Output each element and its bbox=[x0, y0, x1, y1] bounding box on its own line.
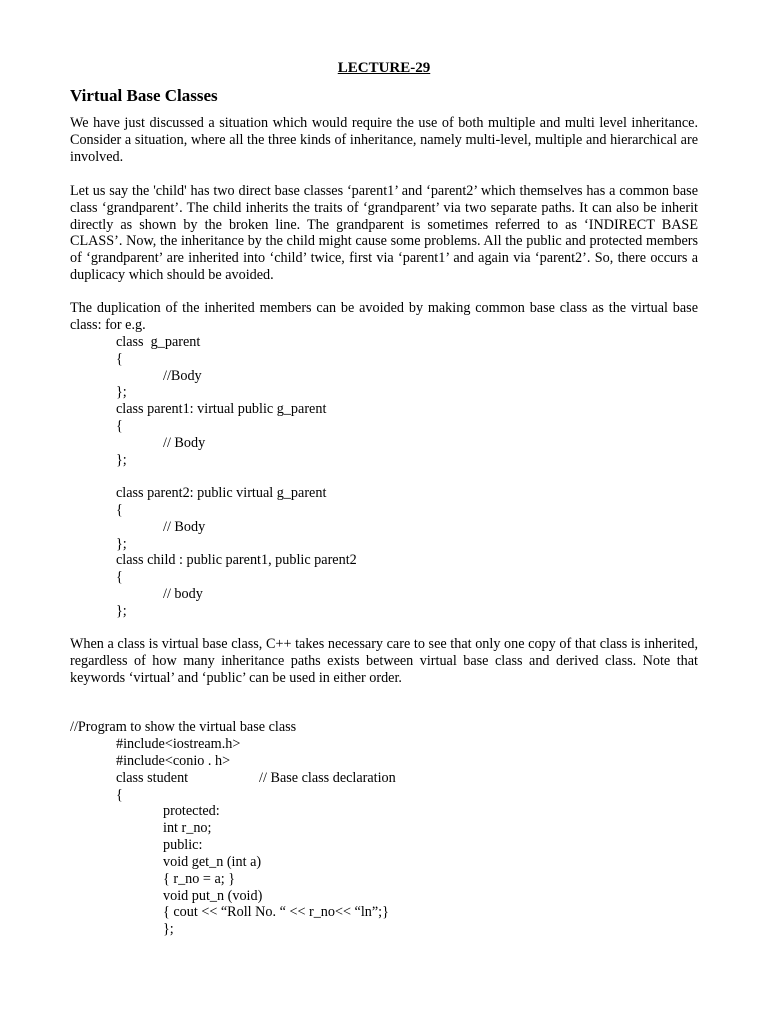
code-line: void put_n (void) bbox=[163, 888, 263, 904]
code-line: { bbox=[116, 787, 123, 803]
code-line: #include<conio . h> bbox=[116, 753, 231, 769]
lecture-title: LECTURE-29 bbox=[337, 60, 431, 76]
code-line: public: bbox=[163, 837, 203, 853]
code-line: { bbox=[116, 418, 123, 434]
code-line: }; bbox=[116, 384, 127, 400]
code-line: }; bbox=[116, 603, 127, 619]
code-line: class g_parent bbox=[116, 334, 201, 350]
code-line: }; bbox=[116, 452, 127, 468]
code-line: { bbox=[116, 502, 123, 518]
code-line: class child : public parent1, public parent2 bbox=[116, 552, 357, 568]
code-line: }; bbox=[116, 536, 127, 552]
code-line: protected: bbox=[163, 803, 220, 819]
virtual-base-note-paragraph: When a class is virtual base class, C++ takes necessary care to see that only one copy of that class is inherited, regardless of how many inheritance paths exists between virtual base class and derived class. Note that keywords ‘virtual’ and ‘public’ can be used in either order. bbox=[70, 636, 698, 686]
code-line: //Body bbox=[163, 368, 202, 384]
code-line: // Body bbox=[163, 519, 206, 535]
code-line: { cout << “Roll No. “ << r_no<< “ln”;} bbox=[163, 904, 389, 920]
code-line: // Body bbox=[163, 435, 206, 451]
duplication-paragraph: The duplication of the inherited members can be avoided by making common base class as the virtual base class: for e.g. bbox=[70, 300, 698, 333]
code-line: class parent2: public virtual g_parent bbox=[116, 485, 327, 501]
intro-paragraph: We have just discussed a situation which would require the use of both multiple and multi level inheritance. Consider a situation, where all the three kinds of inheritance, namely multi-level, multiple and hierarchical are involved. bbox=[70, 115, 698, 165]
program-comment: //Program to show the virtual base class bbox=[70, 719, 297, 735]
section-heading: Virtual Base Classes bbox=[70, 86, 218, 105]
code-line: int r_no; bbox=[163, 820, 212, 836]
code-line: void get_n (int a) bbox=[163, 854, 262, 870]
code-line: class student // Base class declaration bbox=[116, 770, 396, 786]
code-line: { bbox=[116, 569, 123, 585]
child-parents-paragraph: Let us say the 'child' has two direct base classes ‘parent1’ and ‘parent2’ which themselves has a common base class ‘grandparent’. The child inherits the traits of ‘grandparent’ via two separate paths. It can also be inherit directly as shown by the broken line. The grandparent is sometimes referred to as ‘INDIRECT BASE CLASS’. Now, the inheritance by the child might cause some problems. All the public and protected members of ‘grandparent’ are inherited into ‘child’ twice, first via ‘parent1’ and again via ‘parent2’. So, there occurs a duplicacy which should be avoided. bbox=[70, 183, 698, 283]
code-line: { bbox=[116, 351, 123, 367]
code-line: // body bbox=[163, 586, 203, 602]
code-line: }; bbox=[163, 921, 174, 937]
code-line: #include<iostream.h> bbox=[116, 736, 241, 752]
code-line: { r_no = a; } bbox=[163, 871, 236, 887]
code-line: class parent1: virtual public g_parent bbox=[116, 401, 327, 417]
